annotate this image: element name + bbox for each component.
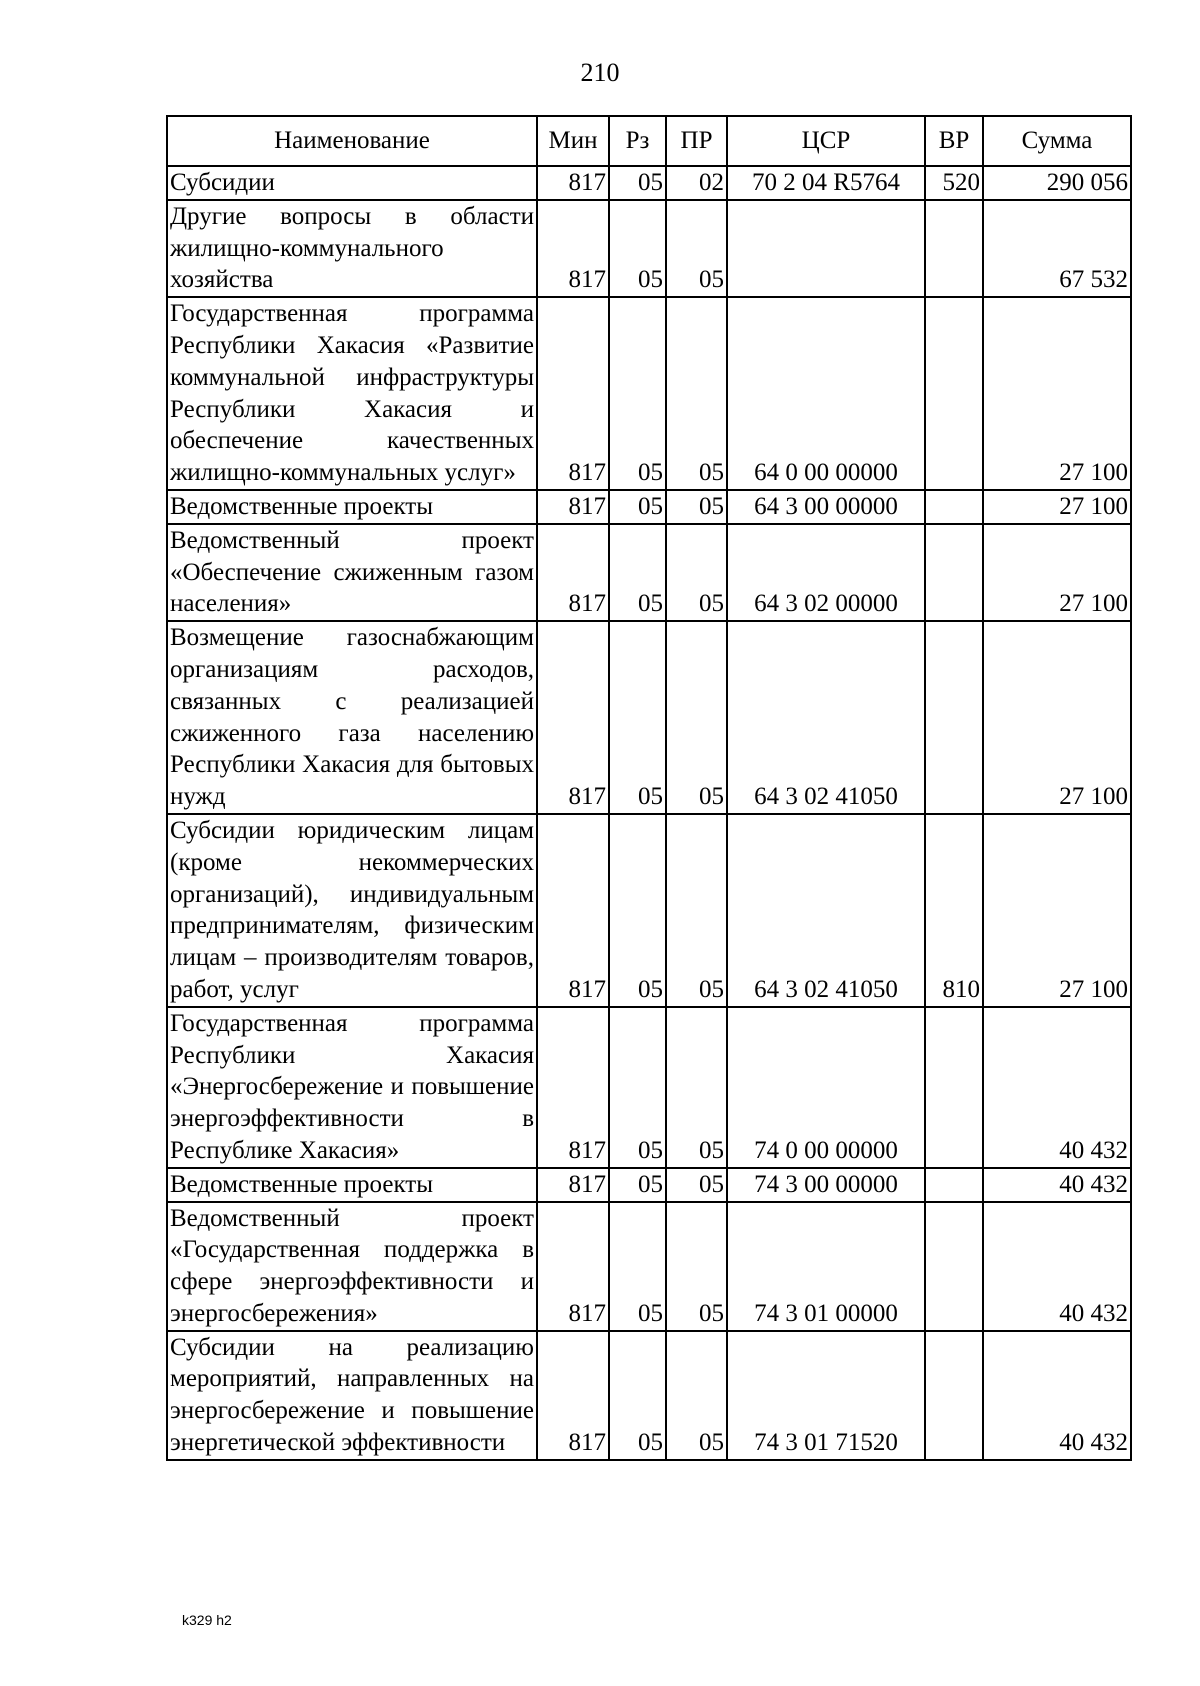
- cell-rz: 05: [609, 297, 666, 490]
- cell-name: Ведомственный проект «Государственная поддержка в сфере энергоэффективности и энергосбережения»: [167, 1202, 537, 1331]
- cell-min: 817: [537, 524, 609, 621]
- cell-csr: 64 3 00 00000: [727, 490, 925, 524]
- cell-csr: 64 3 02 41050: [727, 814, 925, 1007]
- cell-min: 817: [537, 1007, 609, 1168]
- cell-vr: [925, 297, 983, 490]
- header-pr: ПР: [666, 116, 727, 166]
- cell-vr: [925, 524, 983, 621]
- cell-sum: 67 532: [983, 200, 1131, 297]
- cell-csr: 64 0 00 00000: [727, 297, 925, 490]
- table-row: [167, 200, 1131, 297]
- table-row: [167, 1007, 1131, 1168]
- cell-name: Ведомственные проекты: [167, 1168, 537, 1202]
- cell-min: 817: [537, 621, 609, 814]
- cell-sum: 27 100: [983, 490, 1131, 524]
- cell-csr: 70 2 04 R5764: [727, 166, 925, 200]
- cell-rz: 05: [609, 1202, 666, 1331]
- cell-csr: 74 3 00 00000: [727, 1168, 925, 1202]
- cell-min: 817: [537, 166, 609, 200]
- cell-pr: 05: [666, 1202, 727, 1331]
- cell-name: Государственная программа Республики Хакасия «Развитие коммунальной инфраструктуры Республики Хакасия и обеспечение качественных жилищно-коммунальных услуг»: [167, 297, 537, 490]
- cell-rz: 05: [609, 621, 666, 814]
- table-row: [167, 814, 1131, 1007]
- cell-rz: 05: [609, 200, 666, 297]
- cell-vr: [925, 490, 983, 524]
- table-row: [167, 1168, 1131, 1202]
- cell-vr: [925, 621, 983, 814]
- page-number: 210: [580, 58, 620, 87]
- cell-sum: 40 432: [983, 1168, 1131, 1202]
- cell-vr: [925, 1007, 983, 1168]
- budget-table: [166, 115, 1132, 1461]
- cell-csr: 64 3 02 00000: [727, 524, 925, 621]
- cell-min: 817: [537, 1202, 609, 1331]
- cell-name: Субсидии на реализацию мероприятий, направленных на энергосбережение и повышение энергетической эффективности: [167, 1331, 537, 1460]
- cell-rz: 05: [609, 814, 666, 1007]
- cell-csr: 74 3 01 71520: [727, 1331, 925, 1460]
- cell-rz: 05: [609, 524, 666, 621]
- header-sum: Сумма: [983, 116, 1131, 166]
- cell-pr: 05: [666, 524, 727, 621]
- cell-vr: [925, 1168, 983, 1202]
- table-header-row: [167, 116, 1131, 166]
- cell-min: 817: [537, 1168, 609, 1202]
- cell-name: Возмещение газоснабжающим организациям расходов, связанных с реализацией сжиженного газа населению Республики Хакасия для бытовых нужд: [167, 621, 537, 814]
- cell-vr: [925, 1331, 983, 1460]
- cell-name: Субсидии: [167, 166, 537, 200]
- cell-rz: 05: [609, 1007, 666, 1168]
- table-row: [167, 524, 1131, 621]
- header-rz: Рз: [609, 116, 666, 166]
- cell-rz: 05: [609, 1331, 666, 1460]
- cell-pr: 02: [666, 166, 727, 200]
- cell-name: Ведомственный проект «Обеспечение сжиженным газом населения»: [167, 524, 537, 621]
- footer-code: k329 h2: [182, 1612, 232, 1628]
- cell-rz: 05: [609, 490, 666, 524]
- cell-sum: 40 432: [983, 1331, 1131, 1460]
- cell-name: Другие вопросы в области жилищно-коммунального хозяйства: [167, 200, 537, 297]
- cell-pr: 05: [666, 490, 727, 524]
- cell-pr: 05: [666, 1168, 727, 1202]
- cell-min: 817: [537, 200, 609, 297]
- cell-csr: [727, 200, 925, 297]
- cell-min: 817: [537, 297, 609, 490]
- cell-pr: 05: [666, 621, 727, 814]
- table-row: [167, 166, 1131, 200]
- table-row: [167, 1331, 1131, 1460]
- cell-pr: 05: [666, 200, 727, 297]
- header-min: Мин: [537, 116, 609, 166]
- cell-pr: 05: [666, 297, 727, 490]
- cell-pr: 05: [666, 1007, 727, 1168]
- cell-sum: 27 100: [983, 524, 1131, 621]
- cell-sum: 290 056: [983, 166, 1131, 200]
- cell-pr: 05: [666, 814, 727, 1007]
- cell-rz: 05: [609, 166, 666, 200]
- cell-sum: 27 100: [983, 621, 1131, 814]
- header-vr: ВР: [925, 116, 983, 166]
- cell-vr: 520: [925, 166, 983, 200]
- table-row: [167, 1202, 1131, 1331]
- cell-sum: 40 432: [983, 1202, 1131, 1331]
- cell-vr: [925, 200, 983, 297]
- cell-csr: 64 3 02 41050: [727, 621, 925, 814]
- cell-csr: 74 3 01 00000: [727, 1202, 925, 1331]
- cell-sum: 40 432: [983, 1007, 1131, 1168]
- header-csr: ЦСР: [727, 116, 925, 166]
- cell-name: Субсидии юридическим лицам (кроме некоммерческих организаций), индивидуальным предпринимателям, физическим лицам – производителям товаров, работ, услуг: [167, 814, 537, 1007]
- cell-sum: 27 100: [983, 814, 1131, 1007]
- header-name: Наименование: [167, 116, 537, 166]
- table-row: [167, 297, 1131, 490]
- table-row: [167, 490, 1131, 524]
- cell-name: Ведомственные проекты: [167, 490, 537, 524]
- cell-vr: [925, 1202, 983, 1331]
- cell-vr: 810: [925, 814, 983, 1007]
- cell-min: 817: [537, 490, 609, 524]
- cell-csr: 74 0 00 00000: [727, 1007, 925, 1168]
- cell-name: Государственная программа Республики Хакасия «Энергосбережение и повышение энергоэффективности в Республике Хакасия»: [167, 1007, 537, 1168]
- cell-pr: 05: [666, 1331, 727, 1460]
- table-row: [167, 621, 1131, 814]
- cell-min: 817: [537, 814, 609, 1007]
- cell-min: 817: [537, 1331, 609, 1460]
- cell-sum: 27 100: [983, 297, 1131, 490]
- cell-rz: 05: [609, 1168, 666, 1202]
